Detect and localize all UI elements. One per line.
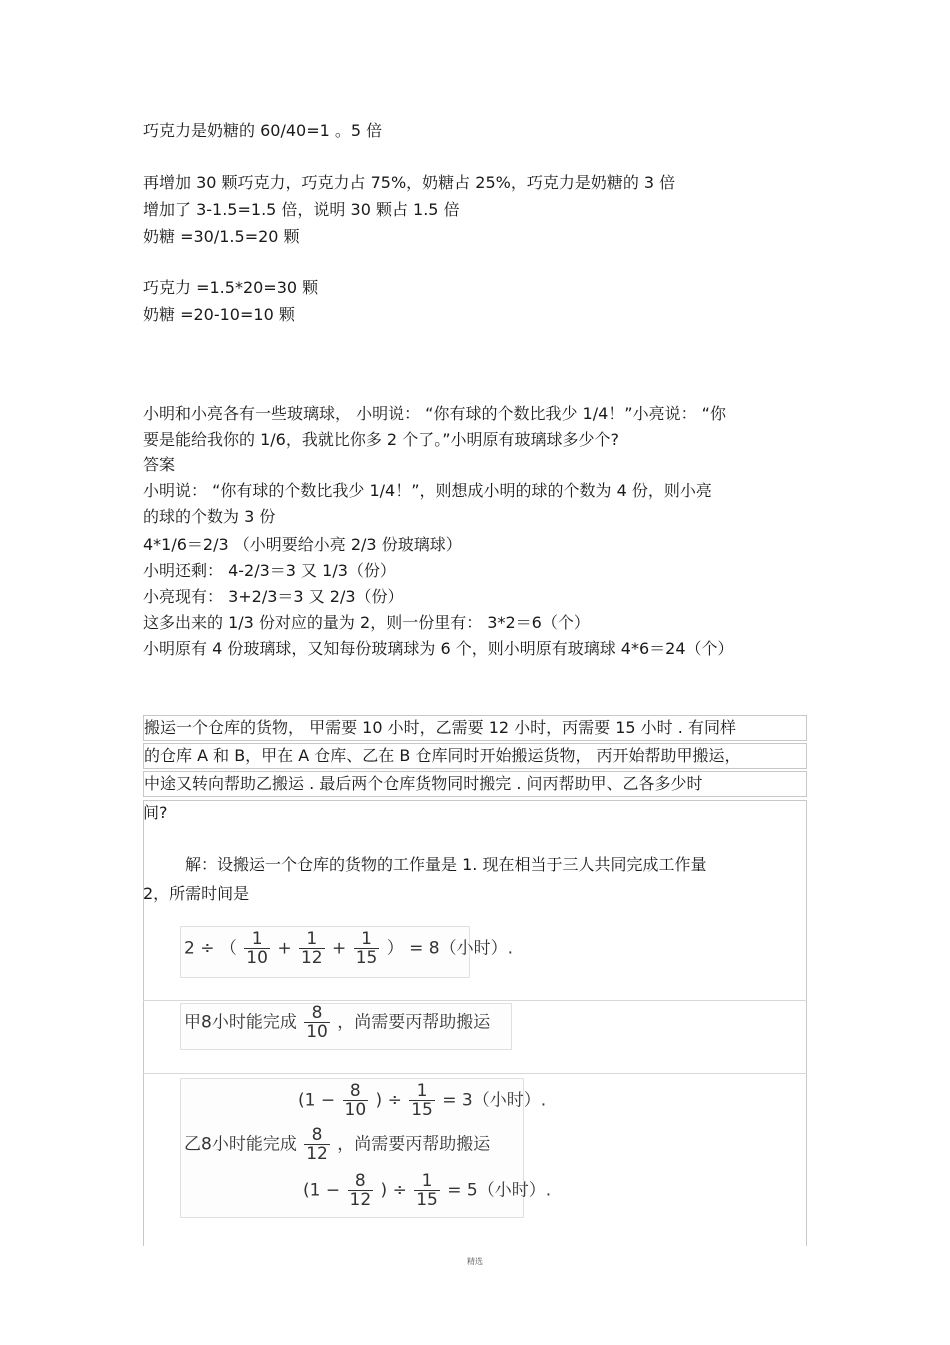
question-line: 小明和小亮各有一些玻璃球， 小明说： “你有球的个数比我少 1/4！”小亮说： “你	[143, 404, 726, 423]
text-line: 奶糖 =30/1.5=20 颗	[143, 227, 300, 246]
answer-line: 的球的个数为 3 份	[143, 507, 276, 526]
question-line: 间?	[143, 803, 168, 822]
text-line: 增加了 3-1.5=1.5 倍，说明 30 颗占 1.5 倍	[143, 200, 460, 219]
solution-line: 解：设搬运一个仓库的货物的工作量是 1. 现在相当于三人共同完成工作量	[185, 855, 707, 874]
equation-bing-help-yi: (1 − $\frac{8}{12}$ ) ÷ $\frac{1}{15}$ = 5（小时）.	[303, 1171, 552, 1210]
answer-line: 小明还剩： 4-2/3＝3 又 1/3（份）	[143, 561, 396, 580]
page-footer: 精选	[467, 1257, 483, 1266]
divider	[143, 1000, 807, 1001]
answer-label: 答案	[143, 455, 176, 474]
answer-line: 小明说： “你有球的个数比我少 1/4！”，则想成小明的球的个数为 4 份，则小亮	[143, 481, 712, 500]
divider	[143, 1073, 807, 1074]
answer-line: 小亮现有： 3+2/3＝3 又 2/3（份）	[143, 587, 404, 606]
answer-line: 小明原有 4 份玻璃球，又知每份玻璃球为 6 个，则小明原有玻璃球 4*6＝24（个）	[143, 639, 734, 658]
equation-yi: 乙8小时能完成 $\frac{8}{12}$ ，尚需要丙帮助搬运	[184, 1125, 491, 1164]
equation-bing-help-jia: (1 − $\frac{8}{10}$ ) ÷ $\frac{1}{15}$ = 3（小时）.	[298, 1081, 547, 1120]
text-line: 巧克力是奶糖的 60/40=1 。5 倍	[143, 121, 383, 140]
answer-line: 这多出来的 1/3 份对应的量为 2，则一份里有： 3*2＝6（个）	[143, 613, 590, 632]
text-line: 奶糖 =20-10=10 颗	[143, 305, 295, 324]
solution-line: 2，所需时间是	[143, 884, 250, 903]
question-box-line: 搬运一个仓库的货物， 甲需要 10 小时，乙需要 12 小时，丙需要 15 小时 . 有同样	[143, 715, 807, 741]
answer-line: 4*1/6＝2/3 （小明要给小亮 2/3 份玻璃球）	[143, 535, 462, 554]
text-line: 巧克力 =1.5*20=30 颗	[143, 278, 319, 297]
question-box-line: 的仓库 A 和 B，甲在 A 仓库、乙在 B 仓库同时开始搬运货物， 丙开始帮助甲搬运，	[143, 743, 807, 769]
text-line: 再增加 30 颗巧克力，巧克力占 75%，奶糖占 25%，巧克力是奶糖的 3 倍	[143, 173, 676, 192]
question-line: 要是能给我你的 1/6，我就比你多 2 个了。”小明原有玻璃球多少个?	[143, 430, 619, 449]
equation-total-time: 2 ÷ （ $\frac{1}{10}$ + $\frac{1}{12}$ + $\frac{1}{15}$ ） = 8（小时）.	[184, 929, 514, 968]
question-box-line: 中途又转向帮助乙搬运 . 最后两个仓库货物同时搬完 . 问丙帮助甲、乙各多少时	[143, 771, 807, 797]
equation-jia: 甲8小时能完成 $\frac{8}{10}$ ，尚需要丙帮助搬运	[184, 1003, 491, 1042]
